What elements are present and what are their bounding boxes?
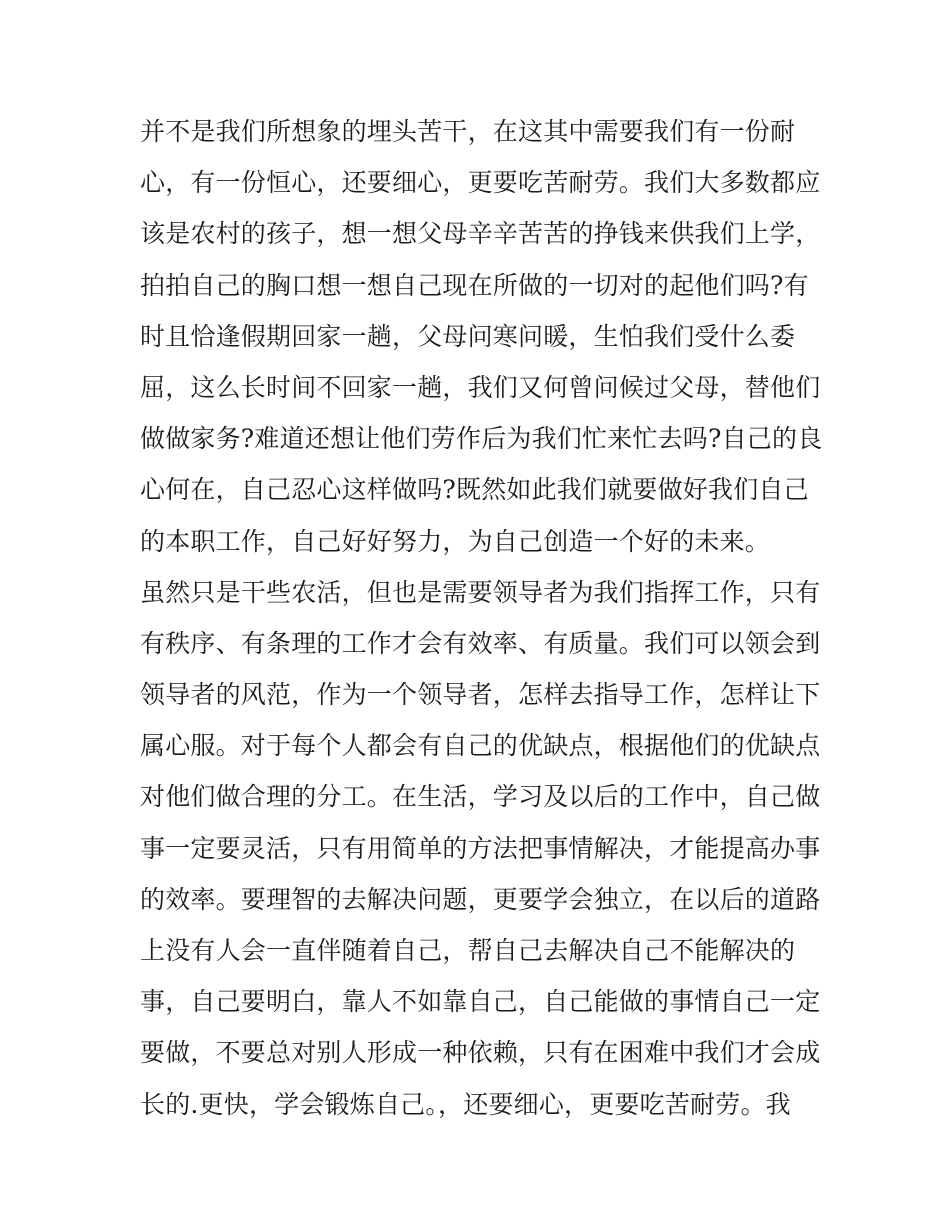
text-line-7: 做做家务?难道还想让他们劳作后为我们忙来忙去吗?自己的良 bbox=[140, 424, 823, 454]
text-line-18: 事，自己要明白，靠人不如靠自己，自己能做的事情自己一定 bbox=[140, 987, 821, 1017]
text-line-15: 事一定要灵活，只有用简单的方法把事情解决，才能提高办事 bbox=[140, 833, 821, 863]
text-line-4: 拍拍自己的胸口想一想自己现在所做的一切对的起他们吗?有 bbox=[140, 270, 809, 300]
text-line-14: 对他们做合理的分工。在生活，学习及以后的工作中，自己做 bbox=[140, 782, 821, 812]
text-line-5: 时且恰逢假期回家一趟，父母问寒问暖，生怕我们受什么委 bbox=[140, 321, 796, 351]
text-line-6: 屈，这么长时间不回家一趟，我们又何曾问候过父母，替他们 bbox=[140, 372, 821, 402]
text-line-9: 的本职工作，自己好好努力，为自己创造一个好的未来。 bbox=[140, 526, 771, 556]
text-line-3: 该是农村的孩子，想一想父母辛辛苦苦的挣钱来供我们上学， bbox=[140, 219, 821, 249]
text-line-1: 并不是我们所想象的埋头苦干，在这其中需要我们有一份耐 bbox=[140, 117, 796, 146]
text-line-8: 心何在，自己忍心这样做吗?既然如此我们就要做好我们自己 bbox=[140, 475, 809, 505]
text-line-13: 属心服。对于每个人都会有自己的优缺点，根据他们的优缺点 bbox=[140, 731, 821, 761]
text-line-17: 上没有人会一直伴随着自己，帮自己去解决自己不能解决的 bbox=[140, 936, 796, 965]
text-line-19: 要做，不要总对别人形成一种依赖，只有在困难中我们才会成 bbox=[140, 1038, 821, 1068]
text-line-11: 有秩序、有条理的工作才会有效率、有质量。我们可以领会到 bbox=[140, 628, 821, 658]
text-line-16: 的效率。要理智的去解决问题，更要学会独立，在以后的道路 bbox=[140, 884, 821, 914]
body-text bbox=[140, 106, 823, 1130]
text-line-10: 虽然只是干些农活，但也是需要领导者为我们指挥工作，只有 bbox=[140, 577, 821, 607]
text-line-2: 心，有一份恒心，还要细心，更要吃苦耐劳。我们大多数都应 bbox=[140, 168, 821, 198]
text-line-12: 领导者的风范，作为一个领导者，怎样去指导工作，怎样让下 bbox=[140, 680, 821, 710]
text-line-20: 长的.更快，学会锻炼自己。，还要细心，更要吃苦耐劳。我 bbox=[140, 1089, 791, 1119]
